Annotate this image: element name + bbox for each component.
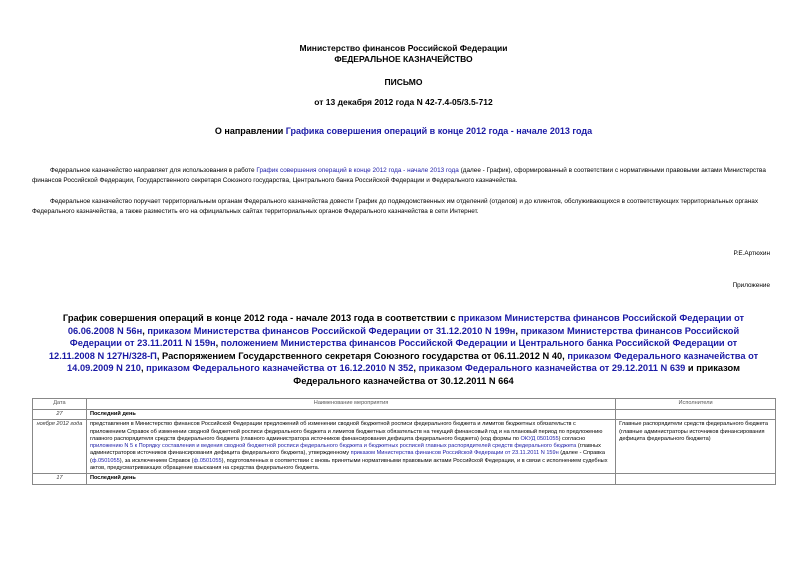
title-text-7: , <box>413 363 419 373</box>
table-row <box>33 474 776 484</box>
title-text-8: и приказом Федерального казначейства от 30.12.2011 N 664 <box>293 363 740 386</box>
row1-text-c: (главных администраторов источников финансирования дефицита федерального бюджета), утвержденному <box>89 443 601 457</box>
title-text-3: , <box>515 325 521 336</box>
title-link-3[interactable]: приказом Министерства финансов Российской Федерации от 23.11.2011 N 159н <box>69 325 740 348</box>
schedule-title <box>48 312 759 387</box>
row1-okud-link[interactable]: ОКУД 0501055 <box>520 435 559 442</box>
title-link-6[interactable]: приказом Федерального казначейства от 16.12.2010 N 352 <box>146 363 414 373</box>
signature: Р.Е.Артюхин <box>733 250 770 257</box>
table-row <box>33 410 776 420</box>
row1-text-b: ) согласно <box>558 435 586 442</box>
table-header-row <box>33 399 776 410</box>
p1-schedule-link[interactable]: График совершения операций в конце 2012 года - начале 2013 года <box>256 167 459 174</box>
title-text-4: , <box>215 338 221 348</box>
row1-appendix-link[interactable]: приложению N 5 к Порядку составления и ведения сводной бюджетной росписи федерального бюджета и бюджетных росписей главных распорядителей средств федерального бюджета <box>89 443 577 450</box>
row1-text-f: ), подготовленных в соответствии с вновь принятыми нормативными правовыми актами Российской Федерации, и в связи с исполнением судебных актов, предусматривающих обращение взыскания на средства федерального бюджета. <box>89 457 608 472</box>
header-treasury: ФЕДЕРАЛЬНОЕ КАЗНАЧЕЙСТВО <box>334 54 473 64</box>
col-header-date: Дата <box>33 399 87 410</box>
row1-executors: Главные распорядители средств федерального бюджета (главные администраторы источников финансирования дефицита федерального бюджета) <box>616 420 776 474</box>
row1-form-link-1[interactable]: ф.0501055 <box>91 457 120 464</box>
row2-label: Последний день <box>86 474 615 484</box>
row1-date: ноября 2012 года <box>33 420 87 474</box>
table-row <box>33 420 776 474</box>
row2-day: 17 <box>33 474 87 484</box>
row1-form-link-2[interactable]: ф.0501055 <box>193 457 222 464</box>
p1-end: (далее - График), сформированный в соответствии с нормативными правовыми актами Министерства финансов Российской Федерации, Государственного секретаря Союзного государства, Центрального банка Российской Федерации и Федерального казначейства. <box>32 167 766 184</box>
subject-link[interactable]: Графика совершения операций в конце 2012 года - начале 2013 года <box>285 126 593 136</box>
appendix-label: Приложение <box>732 282 770 289</box>
doc-date-number: от 13 декабря 2012 года N 42-7.4-05/3.5-712 <box>314 97 493 107</box>
row2-empty <box>616 474 776 484</box>
title-text-1: График совершения операций в конце 2012 года - начале 2013 года в соответствии с <box>62 313 459 323</box>
doc-type: ПИСЬМО <box>384 77 423 87</box>
row1-text-a: представления в Министерство финансов Российской Федерации предложений об изменении сводной бюджетной росписи федерального бюджета и лимитов бюджетных обязательств с приложением Справок об изменении сводной бюджетной росписи федерального бюджета и лимитов бюджетных обязательств на текущий финансовый год и на плановый период по предложению главного распорядителя средств федерального бюджета (главного администратора источников финансирования дефицита федерального бюджета) (код формы по <box>89 421 603 442</box>
title-link-7[interactable]: приказом Федерального казначейства от 29.12.2011 N 639 <box>418 363 686 373</box>
row1-day: 27 <box>33 410 87 420</box>
title-link-1[interactable]: приказом Министерства финансов Российской Федерации от 06.06.2008 N 56н <box>67 313 745 336</box>
col-header-event: Наименование мероприятия <box>86 399 615 410</box>
schedule-table <box>32 398 776 485</box>
paragraph-2: Федеральное казначейство поручает территориальным органам Федерального казначейства довести График до подведомственных им отделений (отделов) и до клиентов, обслуживающихся в соответствующих территориальных органах Федерального казначейства, а также разместить его на официальных сайтах территориальных органов Федерального казначейства в сети Интернет. <box>32 198 759 215</box>
row1-order-link[interactable]: приказом Министерства финансов Российской Федерации от 23.11.2011 N 159н <box>350 450 559 457</box>
paragraph-1 <box>32 166 776 186</box>
subject-line <box>0 126 807 137</box>
title-text-2: , <box>142 325 148 336</box>
row1-empty <box>616 410 776 420</box>
row1-text-d: (далее - Справка ( <box>89 450 605 464</box>
title-link-5[interactable]: приказом Федерального казначейства от 14.09.2009 N 210 <box>67 350 759 373</box>
p1-start: Федеральное казначейство направляет для использования в работе <box>50 167 257 174</box>
row1-event-text <box>86 420 615 474</box>
header-ministry: Министерство финансов Российской Федерации <box>299 43 508 53</box>
row1-label: Последний день <box>86 410 615 420</box>
title-link-2[interactable]: приказом Министерства финансов Российской Федерации от 31.12.2010 N 199н <box>147 325 516 336</box>
col-header-executors: Исполнители <box>616 399 776 410</box>
title-link-4[interactable]: положением Министерства финансов Российской Федерации и Центрального банка Российской Федерации от 12.11.2008 N 127Н/328-П <box>48 338 738 361</box>
row1-text-e: ), за исключением Справок ( <box>119 457 194 464</box>
title-text-5: , Распоряжением Государственного секретаря Союзного государства от 06.11.2012 N 40, <box>156 350 568 361</box>
title-text-6: , <box>140 363 147 373</box>
subject-prefix: О направлении <box>214 126 286 136</box>
